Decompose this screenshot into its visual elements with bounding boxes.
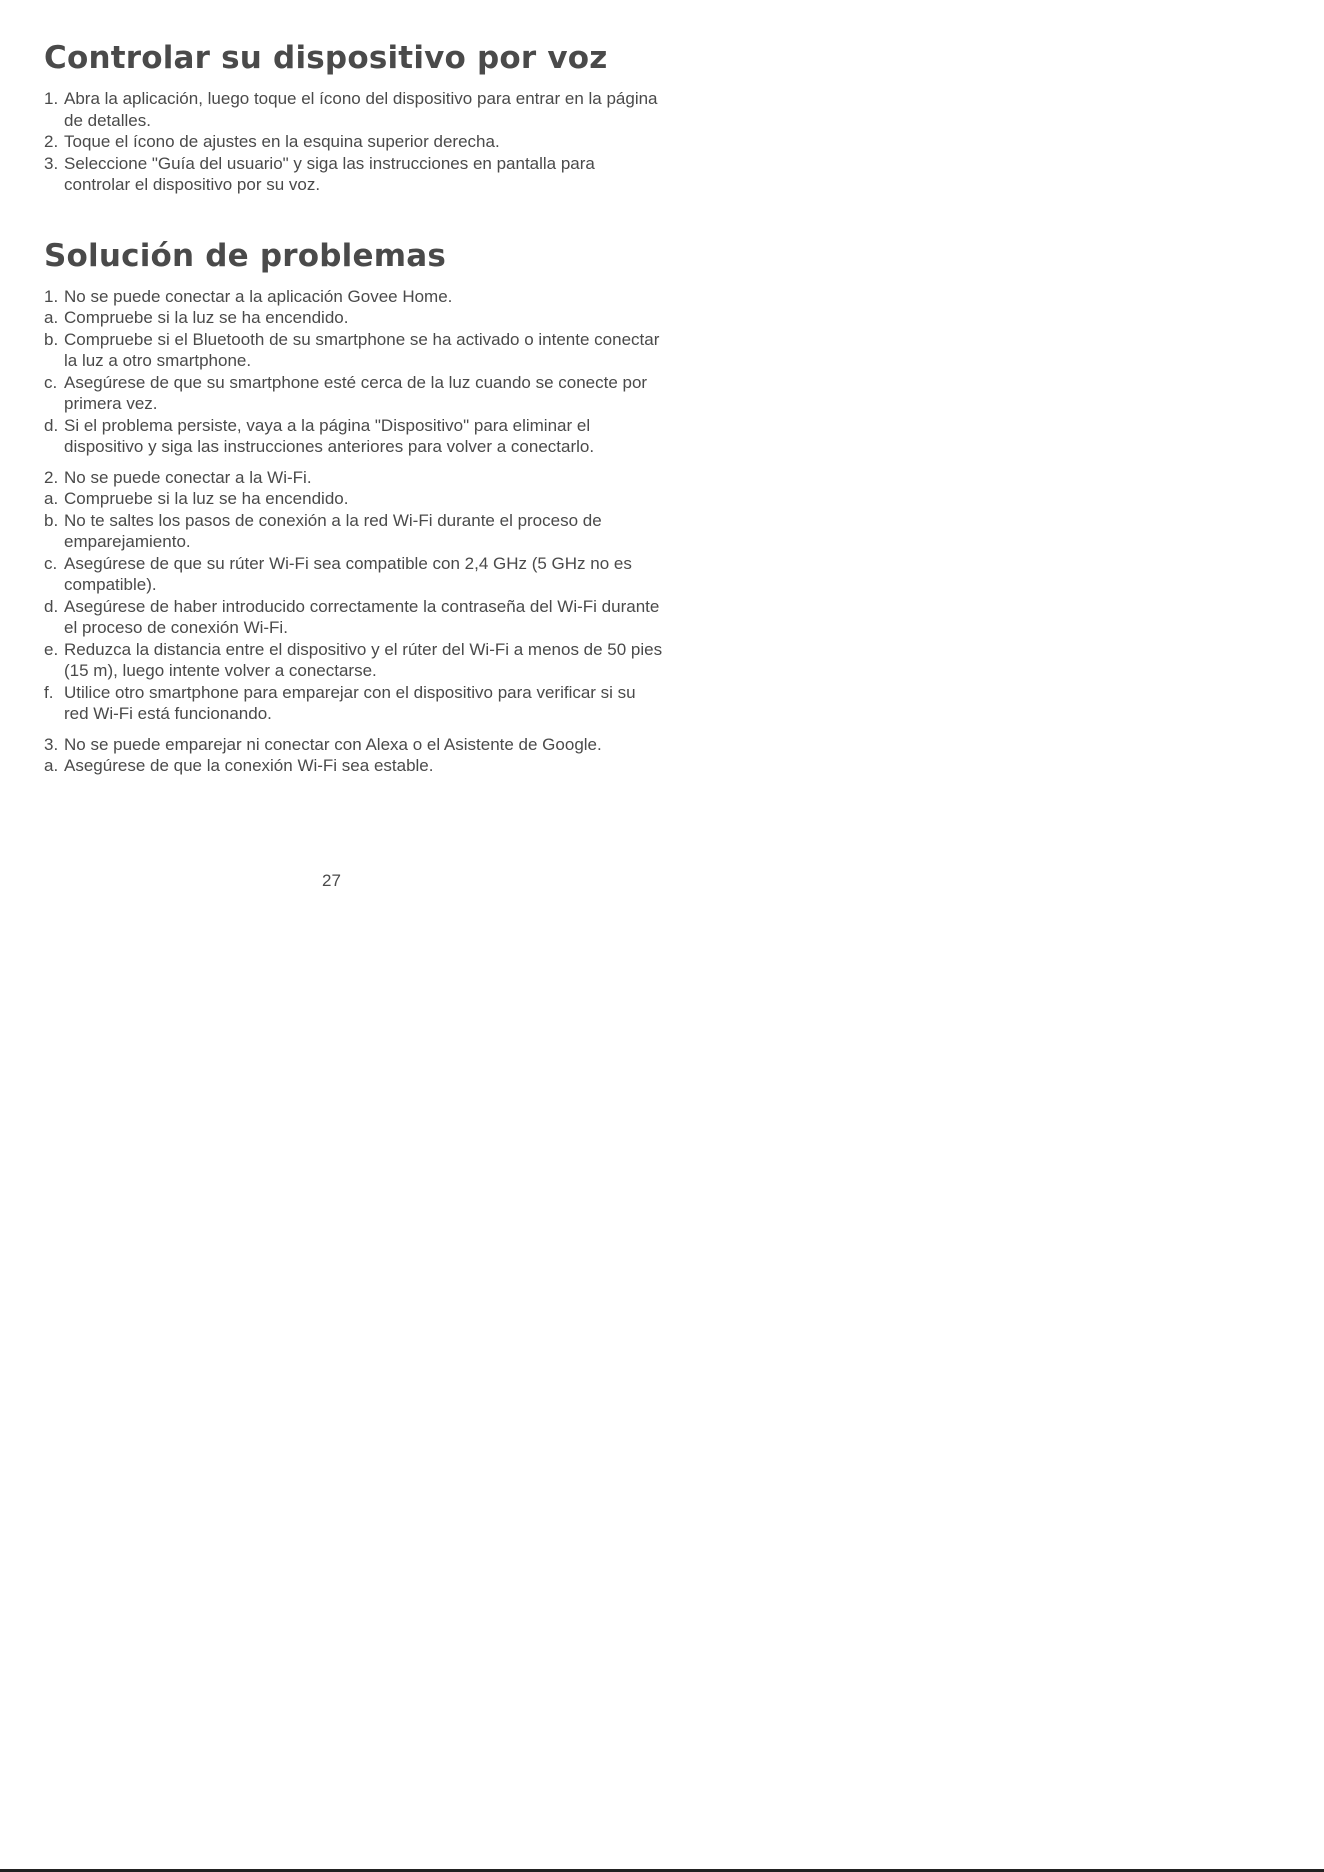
list-marker: f. xyxy=(44,682,54,702)
voice-step-text: Abra la aplicación, luego toque el ícono del dispositivo para entrar en la página de detalles. xyxy=(64,89,658,130)
list-marker: b. xyxy=(44,329,59,349)
solution-step-text: Asegúrese de que su rúter Wi-Fi sea compatible con 2,4 GHz (5 GHz no es compatible). xyxy=(64,553,632,594)
voice-step-text: Toque el ícono de ajustes en la esquina superior derecha. xyxy=(64,132,500,151)
list-marker: d. xyxy=(44,415,59,435)
list-marker: 3. xyxy=(44,734,59,754)
page-number: 27 xyxy=(322,871,341,890)
voice-control-section xyxy=(44,36,664,196)
solution-step xyxy=(44,329,664,372)
voice-control-title: Controlar su dispositivo por voz xyxy=(44,40,608,76)
solution-step-text: Utilice otro smartphone para emparejar con el dispositivo para verificar si su red Wi-Fi está funcionando. xyxy=(64,682,636,723)
problem-text: No se puede conectar a la Wi-Fi. xyxy=(64,467,312,487)
list-marker: 2. xyxy=(44,132,59,151)
voice-step xyxy=(44,88,664,131)
problem-heading xyxy=(44,286,664,308)
solution-step-text: Compruebe si el Bluetooth de su smartphone se ha activado o intente conectar la luz a otro smartphone. xyxy=(64,329,660,370)
solution-step-text: Compruebe si la luz se ha encendido. xyxy=(64,308,349,327)
solution-step xyxy=(44,415,664,458)
list-marker: d. xyxy=(44,596,59,616)
solution-step xyxy=(44,755,664,777)
voice-control-steps xyxy=(44,88,664,196)
solution-step-text: Compruebe si la luz se ha encendido. xyxy=(64,489,349,508)
page-content xyxy=(44,36,664,777)
troubleshooting-list xyxy=(44,286,664,777)
list-marker: a. xyxy=(44,308,59,327)
voice-step-text: Seleccione "Guía del usuario" y siga las instrucciones en pantalla para controlar el dispositivo por su voz. xyxy=(64,153,595,194)
troubleshooting-title: Solución de problemas xyxy=(44,237,446,274)
solution-step xyxy=(44,682,664,725)
problem-text: No se puede emparejar ni conectar con Alexa o el Asistente de Google. xyxy=(64,734,602,754)
voice-step xyxy=(44,131,664,153)
solution-step xyxy=(44,307,664,329)
list-marker: b. xyxy=(44,510,59,530)
problem-heading xyxy=(44,734,664,756)
voice-step xyxy=(44,153,664,196)
list-marker: 2. xyxy=(44,467,59,487)
solution-step xyxy=(44,510,664,553)
troubleshooting-section xyxy=(44,234,664,777)
list-marker: a. xyxy=(44,489,59,508)
solution-step-text: Asegúrese de haber introducido correctamente la contraseña del Wi-Fi durante el proceso de conexión Wi-Fi. xyxy=(64,596,660,637)
list-marker: c. xyxy=(44,372,58,392)
solution-step-text: Reduzca la distancia entre el dispositivo y el rúter del Wi-Fi a menos de 50 pies (15 m), luego intente volver a conectarse. xyxy=(64,639,663,680)
problem-heading xyxy=(44,467,664,489)
solution-step-text: No te saltes los pasos de conexión a la red Wi-Fi durante el proceso de emparejamiento. xyxy=(64,510,602,551)
solution-step xyxy=(44,488,664,510)
solution-step-text: Si el problema persiste, vaya a la página "Dispositivo" para eliminar el dispositivo y siga las instrucciones anteriores para volver a conectarlo. xyxy=(64,415,595,456)
list-marker: 3. xyxy=(44,153,59,173)
list-marker: 1. xyxy=(44,89,59,108)
solution-step xyxy=(44,639,664,682)
list-marker: a. xyxy=(44,756,59,775)
solution-step-text: Asegúrese de que la conexión Wi-Fi sea estable. xyxy=(64,756,434,775)
solution-step-text: Asegúrese de que su smartphone esté cerca de la luz cuando se conecte por primera vez. xyxy=(64,372,648,413)
solution-step xyxy=(44,553,664,596)
solution-step xyxy=(44,372,664,415)
problem-text: No se puede conectar a la aplicación Govee Home. xyxy=(64,286,453,306)
list-marker: e. xyxy=(44,639,59,659)
solution-step xyxy=(44,596,664,639)
list-marker: 1. xyxy=(44,286,59,306)
list-marker: c. xyxy=(44,553,58,573)
